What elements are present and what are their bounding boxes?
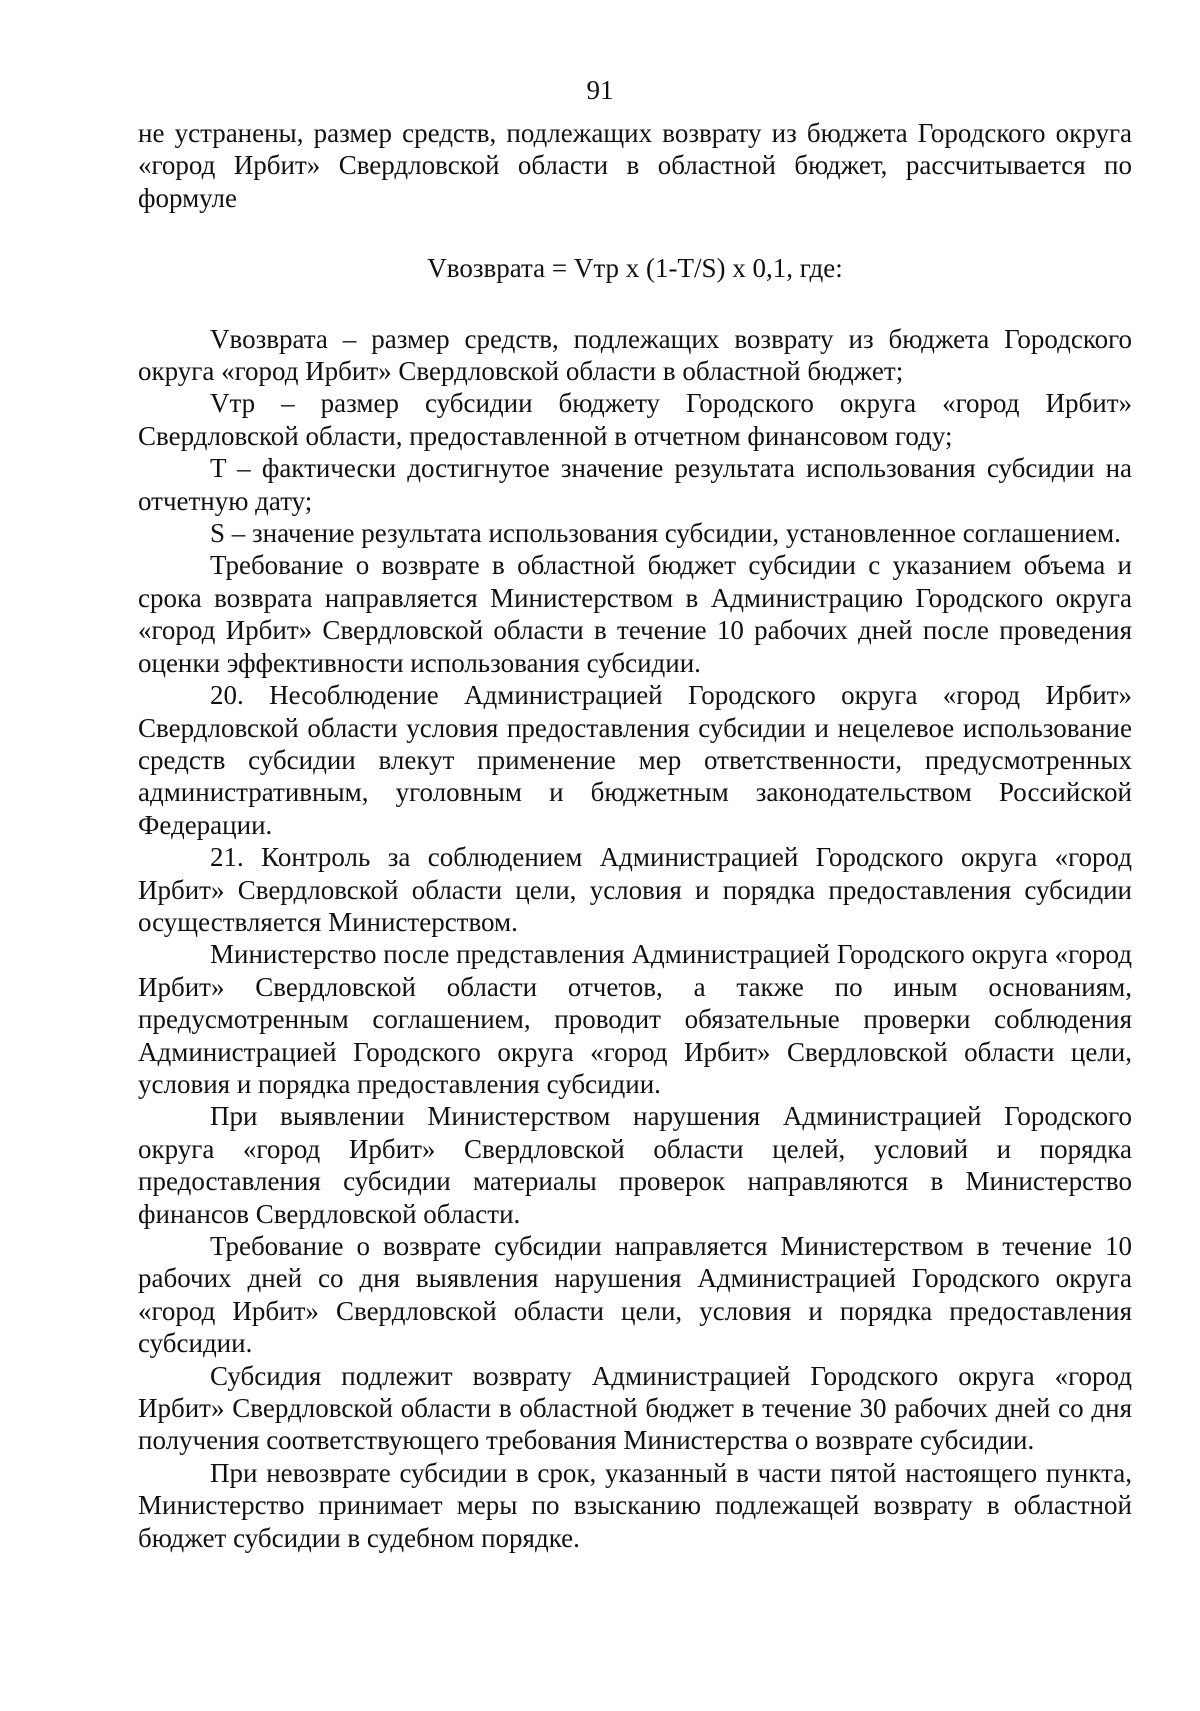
- paragraph-return-term: Субсидия подлежит возврату Администрацией Городского округа «город Ирбит» Свердловской области в областной бюджет в течение 30 рабочих дней со дня получения соответствующего требования Министерства о возврате субсидии.: [138, 1360, 1132, 1456]
- paragraph-return-requirement: Требование о возврате субсидии направляется Министерством в течение 10 рабочих дней со дня выявления нарушения Администрацией Городского округа «город Ирбит» Свердловской области цели, условия и порядка предоставления субсидии.: [138, 1231, 1132, 1359]
- paragraph-ministry-checks: Министерство после представления Администрацией Городского округа «город Ирбит» Свердловской области отчетов, а также по иным основаниям, предусмотренным соглашением, проводит обязательные проверки соблюдения Администрацией Городского округа «город Ирбит» Свердловской области цели, условия и порядка предоставления субсидии.: [138, 939, 1132, 1099]
- paragraph-return-requirement-notice: Требование о возврате в областной бюджет субсидии с указанием объема и срока возврата направляется Министерством в Администрацию Городского округа «город Ирбит» Свердловской области в течение 10 рабочих дней после проведения оценки эффективности использования субсидии.: [138, 550, 1132, 678]
- definition-vtr: Vтр – размер субсидии бюджету Городского округа «город Ирбит» Свердловской области, предоставленной в отчетном финансовом году;: [138, 388, 1132, 451]
- paragraph-21: 21. Контроль за соблюдением Администрацией Городского округа «город Ирбит» Свердловской области цели, условия и порядка предоставления субсидии осуществляется Министерством.: [138, 842, 1132, 937]
- definition-t: T – фактически достигнутое значение результата использования субсидии на отчетную дату;: [138, 453, 1132, 516]
- definition-s: S – значение результата использования субсидии, установленное соглашением.: [210, 518, 1121, 549]
- paragraph-intro: не устранены, размер средств, подлежащих возврату из бюджета Городского округа «город Ирбит» Свердловской области в областной бюджет, рассчитывается по формуле: [138, 118, 1132, 213]
- document-body: [138, 117, 1132, 1554]
- paragraph-violations: При выявлении Министерством нарушения Администрацией Городского округа «город Ирбит» Свердловской области целей, условий и порядка предоставления субсидии материалы проверок направляются в Министерство финансов Свердловской области.: [138, 1101, 1132, 1229]
- formula: Vвозврата = Vтр x (1-T/S) x 0,1, где:: [427, 253, 843, 284]
- definition-vvozvrata: Vвозврата – размер средств, подлежащих возврату из бюджета Городского округа «город Ирбит» Свердловской области в областной бюджет;: [138, 323, 1132, 387]
- page-number: 91: [586, 75, 614, 105]
- paragraph-20: 20. Несоблюдение Администрацией Городского округа «город Ирбит» Свердловской области условия предоставления субсидии и нецелевое использование средств субсидии влекут применение мер ответственности, предусмотренных административным, уголовным и бюджетным законодательством Российской Федерации.: [138, 680, 1132, 840]
- paragraph-non-return: При невозврате субсидии в срок, указанный в части пятой настоящего пункта, Министерство принимает меры по взысканию подлежащей возврату в областной бюджет субсидии в судебном порядке.: [138, 1457, 1132, 1553]
